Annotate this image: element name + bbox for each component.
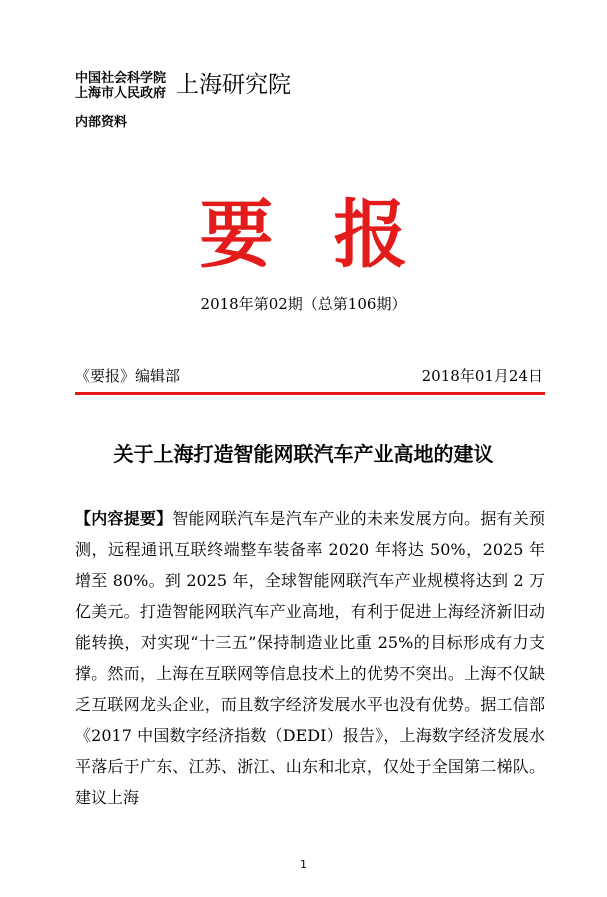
issue-number: 2018年第02期（总第106期）: [200, 295, 407, 313]
institute-name: 上海研究院: [176, 72, 291, 98]
red-divider: [75, 392, 545, 395]
abstract-label: 【内容提要】: [75, 509, 173, 528]
org-name-shanghai-government: 上海市人民政府: [75, 86, 167, 101]
publication-date: 2018年01月24日: [421, 367, 543, 385]
org-name-cass: 中国社会科学院: [75, 71, 167, 86]
abstract-text: 智能网联汽车是汽车产业的未来发展方向。据有关预测，远程通讯互联终端整车装备率 2020 年将达 50%，2025 年增至 80%。到 2025 年，全球智能网联汽车产业规模将达到 2 万亿美元。打造智能网联汽车产业高地，有利于促进上海经济新旧动能转换，对实现“十三五”保持制造业比重 25%的目标形成有力支撑。然而，上海在互联网等信息技术上的优势不突出。上海不仅缺乏互联网龙头企业，而且数字经济发展水平也没有优势。据工信部《2017 中国数字经济指数（DEDI）报告》，上海数字经济发展水平落后于广东、江苏、浙江、山东和北京，仅处于全国第二梯队。建议上海: [75, 509, 545, 807]
abstract-paragraph: [75, 503, 545, 813]
masthead-title: 要报: [199, 192, 468, 278]
article-title: 关于上海打造智能网联汽车产业高地的建议: [113, 442, 494, 466]
editorial-department: 《要报》编辑部: [75, 367, 181, 385]
classification-label: 内部资料: [75, 115, 128, 130]
page-number: 1: [300, 858, 307, 871]
